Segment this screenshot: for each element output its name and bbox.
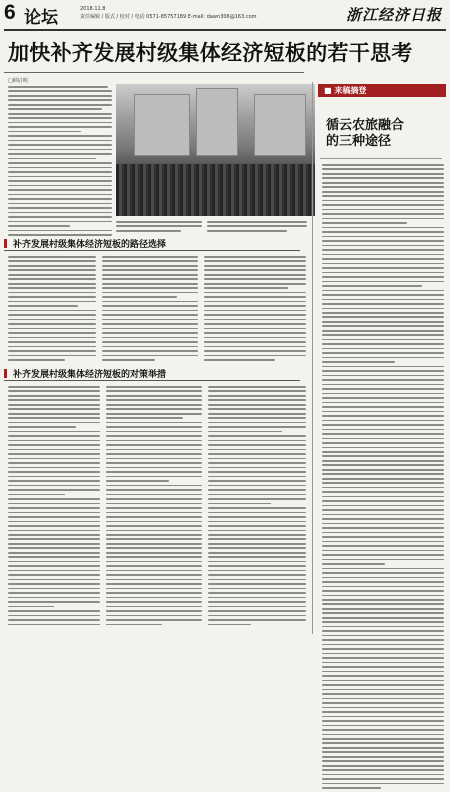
photo-caption-column-2 bbox=[207, 221, 307, 234]
sidebar-title-line-2: 的三种途径 bbox=[326, 134, 392, 149]
sidebar-separator bbox=[320, 158, 442, 159]
header-rule bbox=[4, 29, 446, 31]
subhead-text: 补齐发展村级集体经济短板的对策举措 bbox=[13, 370, 167, 380]
sidebar-column-label bbox=[318, 84, 446, 97]
body-column-s1-c bbox=[204, 256, 306, 364]
news-photo-crowd bbox=[116, 84, 315, 216]
issue-date: 2018.11.8 bbox=[80, 6, 106, 12]
headline-rule bbox=[4, 72, 304, 73]
body-column-s2-a bbox=[8, 386, 100, 628]
photo-caption-column bbox=[116, 221, 202, 234]
body-column-s1-a bbox=[8, 256, 96, 364]
section-title: 论坛 bbox=[24, 8, 58, 28]
newspaper-masthead: 浙江经济日报 bbox=[345, 6, 442, 24]
section-subhead-measures bbox=[4, 366, 300, 381]
body-column-top-left bbox=[8, 86, 112, 238]
sidebar-body-column bbox=[322, 164, 444, 792]
sidebar-article-title bbox=[326, 118, 436, 150]
sidebar-label-text: ■ 来稿摘登 bbox=[324, 86, 367, 95]
page-number: 6 bbox=[4, 1, 16, 24]
editor-contact: 责任编辑 / 版式 / 校对 / 电话 0571-85757189 E-mail: dawn306@163.com bbox=[80, 14, 257, 20]
article-byline: □顾启明 bbox=[8, 78, 28, 84]
subhead-text: 补齐发展村级集体经济短板的路径选择 bbox=[13, 240, 167, 250]
article-headline: 加快补齐发展村级集体经济短板的若干思考 bbox=[8, 41, 413, 65]
body-column-s1-b bbox=[102, 256, 198, 364]
page-header bbox=[0, 0, 450, 30]
column-divider bbox=[312, 82, 313, 634]
body-column-s2-c bbox=[208, 386, 306, 628]
sidebar-title-line-1: 循云农旅融合 bbox=[326, 118, 405, 133]
body-column-s2-b bbox=[106, 386, 202, 628]
section-subhead-paths bbox=[4, 236, 300, 251]
